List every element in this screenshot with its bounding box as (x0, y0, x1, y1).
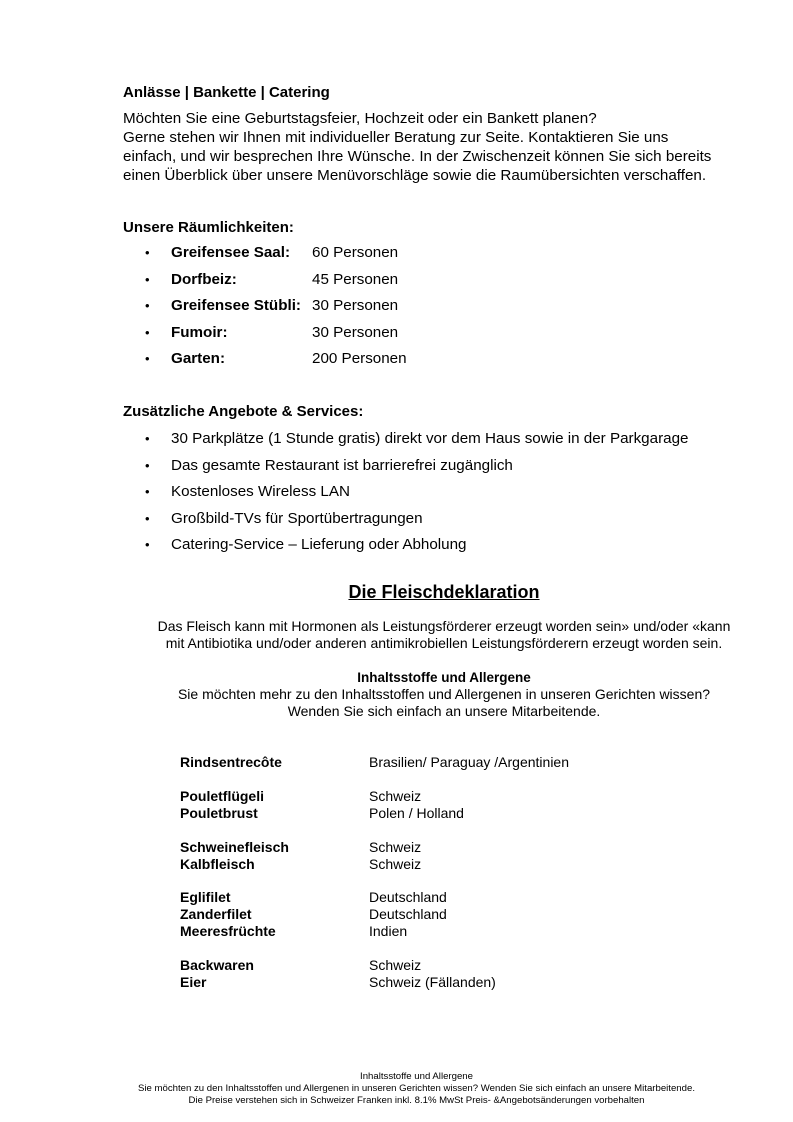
origin-item: Pouletflügeli (180, 787, 264, 804)
room-capacity: 30 Personen (312, 323, 399, 341)
bullet-icon: • (145, 298, 150, 313)
service-text: Großbild-TVs für Sportübertragungen (171, 509, 423, 527)
room-name: Greifensee Saal: (171, 244, 291, 261)
footer-line: Die Preise verstehen sich in Schweizer Franken inkl. 8.1% MwSt Preis- &Angebotsänderungen vorbehalten (188, 1095, 645, 1106)
service-text: Catering-Service – Lieferung oder Abholung (171, 536, 467, 553)
room-capacity: 45 Personen (312, 270, 399, 288)
origin-item: Backwaren (180, 957, 254, 974)
service-text: 30 Parkplätze (1 Stunde gratis) direkt vor dem Haus sowie in der Parkgarage (171, 430, 689, 447)
origin-country: Schweiz (369, 957, 422, 974)
bullet-icon: • (145, 484, 150, 499)
footer-line: Inhaltsstoffe und Allergene (360, 1071, 473, 1082)
origin-country: Schweiz (Fällanden) (369, 974, 496, 991)
origin-item: Zanderfilet (180, 906, 252, 923)
declaration-line: mit Antibiotika und/oder anderen antimikrobiellen Leistungsförderern erzeugt worden sein. (165, 635, 723, 651)
intro-paragraph (123, 109, 763, 185)
origin-item: Pouletbrust (180, 804, 258, 821)
intro-line: Möchten Sie eine Geburtstagsfeier, Hochzeit oder ein Bankett planen? (123, 110, 597, 127)
section-title: Anlässe | Bankette | Catering (123, 84, 330, 101)
origin-country: Deutschland (369, 889, 447, 906)
services-heading: Zusätzliche Angebote & Services: (123, 403, 364, 420)
bullet-icon: • (145, 271, 150, 287)
room-capacity: 200 Personen (312, 350, 407, 367)
room-capacity: 60 Personen (312, 244, 399, 261)
room-name: Greifensee Stübli: (171, 297, 301, 314)
origin-item: Eier (180, 974, 207, 991)
declaration-line: Das Fleisch kann mit Hormonen als Leistungsförderer erzeugt worden sein» und/oder «kann (157, 618, 731, 634)
bullet-icon: • (145, 351, 150, 366)
bullet-icon: • (145, 245, 150, 260)
origin-item: Kalbfleisch (180, 855, 255, 872)
bullet-icon: • (145, 510, 150, 526)
room-name: Dorfbeiz: (171, 270, 237, 288)
origin-country: Deutschland (369, 906, 447, 923)
footer (0, 1071, 793, 1107)
declaration-text (0, 618, 793, 652)
origin-item: Meeresfrüchte (180, 923, 276, 940)
footer-line: Sie möchten zu den Inhaltsstoffen und Allergenen in unseren Gerichten wissen? Wenden Sie sich einfach an unsere Mitarbeitende. (138, 1083, 695, 1094)
origin-country: Polen / Holland (369, 804, 464, 821)
origin-country: Schweiz (369, 855, 422, 872)
allergen-title: Inhaltsstoffe und Allergene (357, 670, 531, 685)
bullet-icon: • (145, 457, 150, 473)
intro-line: einen Überblick über unsere Menüvorschläge sowie die Raumübersichten verschaffen. (123, 167, 707, 185)
declaration-title: Die Fleischdeklaration (348, 582, 540, 602)
service-text: Kostenloses Wireless LAN (171, 483, 350, 500)
origin-item: Eglifilet (180, 889, 231, 906)
room-capacity: 30 Personen (312, 297, 399, 314)
origin-item: Rindsentrecôte (180, 754, 282, 770)
intro-line: Gerne stehen wir Ihnen mit individueller Beratung zur Seite. Kontaktieren Sie uns (123, 129, 669, 147)
bullet-icon: • (145, 324, 150, 340)
service-text: Das gesamte Restaurant ist barrierefrei zugänglich (171, 456, 513, 474)
room-name: Fumoir: (171, 323, 228, 341)
origin-country: Brasilien/ Paraguay /Argentinien (369, 754, 570, 770)
origin-country: Schweiz (369, 787, 422, 804)
bullet-icon: • (145, 537, 150, 552)
bullet-icon: • (145, 431, 150, 446)
room-name: Garten: (171, 350, 226, 367)
allergen-line: Wenden Sie sich einfach an unsere Mitarbeitende. (287, 703, 601, 719)
allergen-text (0, 686, 793, 720)
rooms-heading: Unsere Räumlichkeiten: (123, 219, 294, 236)
intro-line: einfach, und wir besprechen Ihre Wünsche. In der Zwischenzeit können Sie sich bereits (123, 148, 712, 166)
allergen-line: Sie möchten mehr zu den Inhaltsstoffen und Allergenen in unseren Gerichten wissen? (177, 686, 711, 702)
origin-item: Schweinefleisch (180, 838, 289, 855)
origin-country: Indien (369, 923, 408, 940)
origin-country: Schweiz (369, 838, 422, 855)
